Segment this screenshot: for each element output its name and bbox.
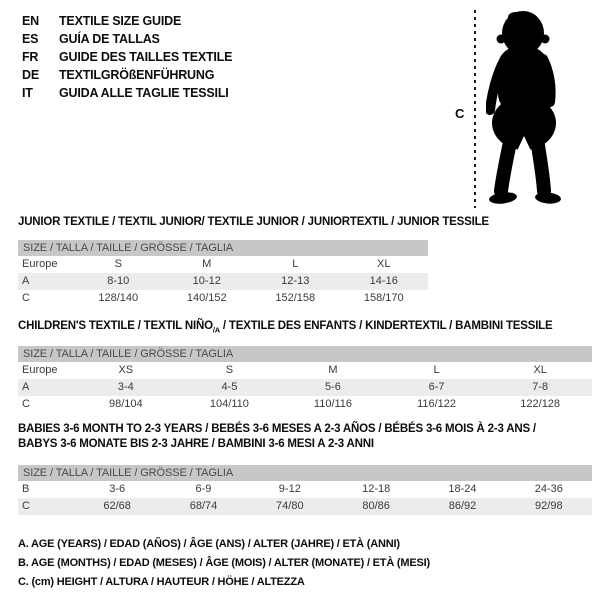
size-header-bar: SIZE / TALLA / TAILLE / GRÖSSE / TAGLIA [18,240,428,256]
table-row [18,290,428,307]
table-cell: 18-24 [448,483,477,495]
language-list [22,12,232,102]
table-row [18,396,592,413]
table-cell: L [433,364,440,376]
row-label: A [22,381,30,393]
table-cell: S [114,258,122,270]
table-cell: 3-4 [117,381,134,393]
table-row [18,481,592,498]
table-cell: XL [533,364,547,376]
table-cell: 3-6 [109,483,126,495]
language-code: DE [22,68,39,82]
children-table-title [18,319,552,337]
language-code: IT [22,86,33,100]
language-code: ES [22,32,39,46]
table-cell: 14-16 [369,275,398,287]
children-table [18,346,592,413]
table-cell: 6-7 [428,381,445,393]
table-cell: 128/140 [98,292,139,304]
legend-line-b: B. AGE (MONTHS) / EDAD (MESES) / ÂGE (MOIS) / ALTER (MONATE) / ETÀ (MESI) [18,557,430,569]
babies-table-title [18,422,536,452]
language-label: GUIDE DES TAILLES TEXTILE [59,50,233,64]
language-row [22,66,232,84]
language-label: GUÍA DE TALLAS [59,32,160,46]
height-measure-line [474,10,476,208]
babies-title-line1: BABIES 3-6 MONTH TO 2-3 YEARS / BEBÉS 3-6 MESES A 2-3 AÑOS / BÉBÉS 3-6 MOIS À 2-3 ANS / [18,423,536,435]
table-cell: 116/122 [417,398,457,410]
language-code: EN [22,14,39,28]
children-title-sub: /A [212,325,220,335]
table-cell: 5-6 [325,381,341,393]
table-cell: 86/92 [448,500,477,512]
table-cell: L [292,258,299,270]
table-row [18,362,592,379]
table-cell: 140/152 [186,292,227,304]
language-row [22,30,232,48]
table-cell: 122/128 [520,398,561,410]
table-row [18,256,428,273]
table-cell: M [202,258,212,270]
table-cell: 158/170 [363,292,404,304]
children-title-post: / TEXTILE DES ENFANTS / KINDERTEXTIL / BAMBINI TESSILE [219,320,553,332]
legend-line-c: C. (cm) HEIGHT / ALTURA / HAUTEUR / HÖHE / ALTEZZA [18,576,305,588]
table-cell: 12-13 [281,275,310,287]
table-cell: 74/80 [276,500,304,512]
language-label: TEXTILGRÖßENFÜHRUNG [59,68,215,82]
language-row [22,84,232,102]
size-header-bar: SIZE / TALLA / TAILLE / GRÖSSE / TAGLIA [18,346,592,362]
language-code: FR [22,50,39,64]
language-row [22,12,232,30]
row-label: B [22,483,30,495]
junior-table-title: JUNIOR TEXTILE / TEXTIL JUNIOR/ TEXTILE JUNIOR / JUNIORTEXTIL / JUNIOR TESSILE [18,216,489,228]
babies-title-line2: BABYS 3-6 MONATE BIS 2-3 JAHRE / BAMBINI 3-6 MESI A 2-3 ANNI [18,438,374,450]
table-cell: S [225,364,234,376]
language-label: TEXTILE SIZE GUIDE [59,14,182,28]
baby-silhouette-icon [486,9,568,207]
table-cell: 24-36 [534,483,563,495]
measure-legend [18,535,430,592]
table-cell: 80/86 [362,500,390,512]
table-cell: 62/68 [103,500,131,512]
table-cell: 10-12 [192,275,221,287]
table-cell: 9-12 [278,483,301,495]
table-cell: M [328,364,338,376]
row-label: Europe [22,364,58,376]
table-cell: 12-18 [362,483,391,495]
table-cell: 8-10 [107,275,130,287]
table-cell: XL [377,258,391,270]
row-label: C [22,292,30,304]
table-cell: 98/104 [108,398,143,410]
babies-table [18,465,592,515]
table-cell: 92/98 [535,500,563,512]
row-label: A [22,275,30,287]
table-cell: 4-5 [221,381,238,393]
language-row [22,48,232,66]
table-cell: XS [118,364,134,376]
table-cell: 110/116 [313,398,353,410]
table-row [18,379,592,396]
legend-line-a: A. AGE (YEARS) / EDAD (AÑOS) / ÂGE (ANS) / ALTER (JAHRE) / ETÀ (ANNI) [18,538,400,550]
table-row [18,498,592,515]
junior-table [18,240,428,307]
table-cell: 152/158 [275,292,316,304]
row-label: Europe [22,258,58,270]
row-label: C [22,500,30,512]
table-cell: 7-8 [532,381,549,393]
size-header-bar: SIZE / TALLA / TAILLE / GRÖSSE / TAGLIA [18,465,592,481]
row-label: C [22,398,30,410]
table-cell: 104/110 [209,398,249,410]
table-cell: 6-9 [195,483,212,495]
children-title-pre: CHILDREN'S TEXTILE / TEXTIL NIÑO [18,320,213,332]
height-measure-label: C [455,106,465,121]
language-label: GUIDA ALLE TAGLIE TESSILI [59,86,229,100]
table-row [18,273,428,290]
table-cell: 68/74 [189,500,218,512]
